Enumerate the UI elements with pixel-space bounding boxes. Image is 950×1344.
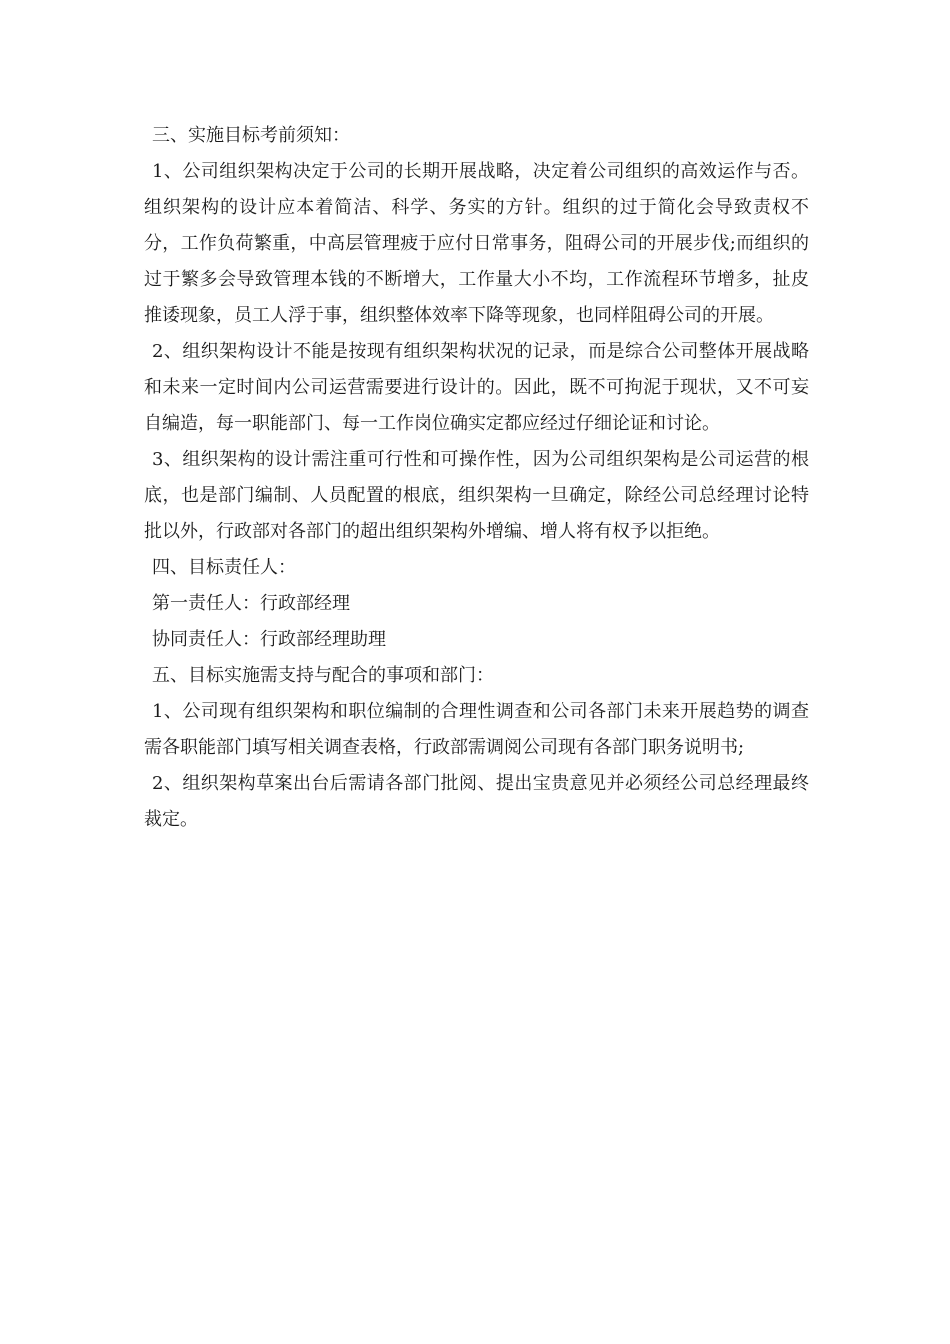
support-item-1: 1、公司现有组织架构和职位编制的合理性调查和公司各部门未来开展趋势的调查需各职能部门填写相关调查表格，行政部需调阅公司现有各部门职务说明书; [144,701,809,758]
section-heading-5: 五、目标实施需支持与配合的事项和部门： [152,665,494,686]
paragraph-item-1: 1、公司组织架构决定于公司的长期开展战略，决定着公司组织的高效运作与否。组织架构的设计应本着简洁、科学、务实的方针。组织的过于简化会导致责权不分，工作负荷繁重，中高层管理疲于应付日常事务，阻碍公司的开展步伐;而组织的过于繁多会导致管理本钱的不断增大，工作量大小不均，工作流程环节增多，扯皮推诿现象，员工人浮于事，组织整体效率下降等现象，也同样阻碍公司的开展。 [144,161,809,326]
document-body [144,118,809,838]
paragraph-item-2: 2、组织架构设计不能是按现有组织架构状况的记录，而是综合公司整体开展战略和未来一定时间内公司运营需要进行设计的。因此，既不可拘泥于现状，又不可妄自编造，每一职能部门、每一工作岗位确实定都应经过仔细论证和讨论。 [144,341,809,434]
section-heading-4: 四、目标责任人： [152,557,296,578]
support-item-2: 2、组织架构草案出台后需请各部门批阅、提出宝贵意见并必须经公司总经理最终裁定。 [144,773,809,830]
co-responsible-person: 协同责任人：行政部经理助理 [152,629,386,650]
primary-responsible-person: 第一责任人：行政部经理 [152,593,350,614]
paragraph-item-3: 3、组织架构的设计需注重可行性和可操作性，因为公司组织架构是公司运营的根底，也是部门编制、人员配置的根底，组织架构一旦确定，除经公司总经理讨论特批以外，行政部对各部门的超出组织架构外增编、增人将有权予以拒绝。 [144,449,809,542]
section-heading-3: 三、实施目标考前须知： [152,125,350,146]
